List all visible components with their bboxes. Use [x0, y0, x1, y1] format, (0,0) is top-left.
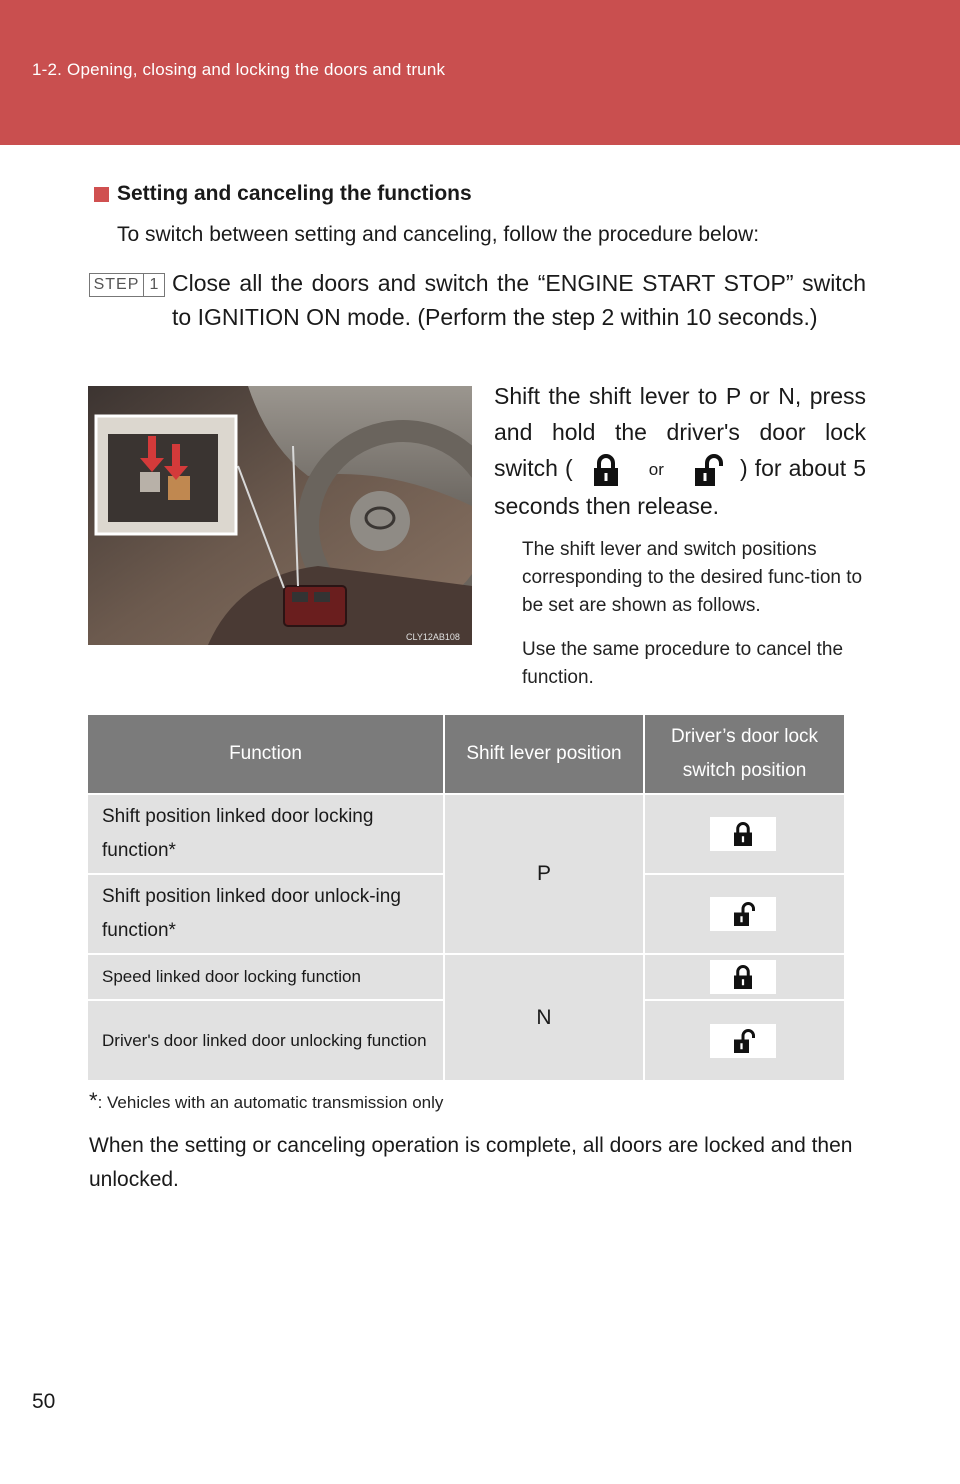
section-heading-text: Setting and canceling the functions — [117, 182, 472, 205]
switch-cell — [644, 1000, 844, 1080]
unlock-icon — [687, 454, 727, 486]
table-row — [88, 794, 844, 874]
door-switch-illustration — [88, 386, 472, 645]
header-shift-lever: Shift lever position — [444, 715, 644, 794]
unlock-icon — [728, 899, 758, 929]
shift-cell: P — [444, 794, 644, 954]
lock-icon — [728, 819, 758, 849]
square-bullet-icon — [94, 187, 109, 202]
footnote-text: : Vehicles with an automatic transmission only — [97, 1093, 444, 1112]
table-header-row — [88, 715, 844, 794]
header-band — [0, 0, 960, 145]
shift-cell: N — [444, 954, 644, 1080]
function-table — [88, 715, 844, 1080]
switch-cell — [644, 794, 844, 874]
step-1-badge: STEP 1 — [89, 273, 165, 297]
step-1-text: Close all the doors and switch the “ENGINE START STOP” switch to IGNITION ON mode. (Perform the step 2 within 10 seconds.) — [172, 270, 866, 330]
switch-cell — [644, 874, 844, 954]
page-number: 50 — [32, 1390, 56, 1413]
chapter-title: 1-2. Opening, closing and locking the doors and trunk — [32, 60, 446, 79]
footnote — [89, 1088, 443, 1114]
step-2-note-1: The shift lever and switch positions corresponding to the desired func-tion to be set are shown as follows. — [522, 539, 863, 616]
function-cell: Shift position linked door locking function* — [88, 794, 444, 874]
section-heading — [94, 182, 472, 206]
table-row — [88, 954, 844, 1000]
lock-icon — [728, 962, 758, 992]
header-function: Function — [88, 715, 444, 794]
function-cell: Speed linked door locking function — [88, 954, 444, 1000]
footnote-marker: * — [89, 1088, 98, 1113]
lock-icon — [586, 454, 626, 486]
unlock-icon — [728, 1026, 758, 1056]
section-intro: To switch between setting and canceling, follow the procedure below: — [117, 223, 760, 246]
switch-cell — [644, 954, 844, 1000]
closing-paragraph: When the setting or canceling operation is complete, all doors are locked and then unlocked. — [89, 1134, 853, 1191]
function-cell: Shift position linked door unlock-ing function* — [88, 874, 444, 954]
header-switch-position: Driver’s door lock switch position — [644, 715, 844, 794]
step-2-text: Shift the shift lever to P or N, press and hold the driver's door lock switch ( or ) for about 5 seconds then release. — [494, 383, 867, 519]
step-2-note-2: Use the same procedure to cancel the function. — [522, 639, 844, 688]
function-cell: Driver's door linked door unlocking function — [88, 1000, 444, 1080]
illustration-code: CLY12AB108 — [406, 632, 460, 642]
